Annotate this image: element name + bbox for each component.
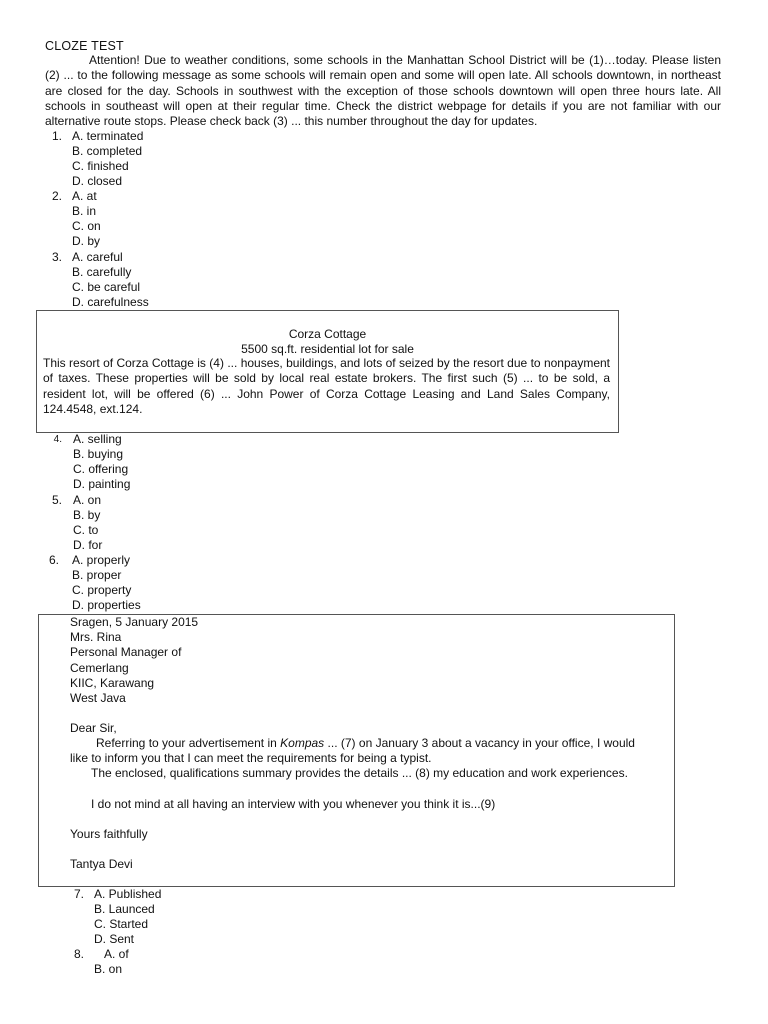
letter-address-line-2: West Java <box>70 691 126 705</box>
option-b: B. by <box>73 508 101 523</box>
option-a: A. at <box>72 189 97 203</box>
box-subtitle: 5500 sq.ft. residential lot for sale <box>241 342 414 357</box>
question-number: 1. <box>51 129 62 143</box>
box-heading <box>37 327 618 358</box>
letter-date: Sragen, 5 January 2015 <box>70 615 199 629</box>
option-a: A. on <box>73 493 102 507</box>
option-a: A. of <box>104 947 129 961</box>
passage-text: Attention! Due to weather conditions, some schools in the Manhattan School District will be (1)…today. Please listen (2) ... to the following message as some schools will remain open and some will open late. All schools downtown, in northeast are closed for the day. Schools in southwest with the exception of those schools downtown will open three hours late. All schools in southeast will open at their regular time. Check the district webpage for details if you are not familiar with our alternative route stops. Please check back (3) ... this number throughout the day for updates. <box>45 53 721 129</box>
option-d: D. for <box>73 538 103 553</box>
option-b: B. Launced <box>94 902 155 917</box>
option-d: D. Sent <box>94 932 135 947</box>
question-3 <box>51 250 149 310</box>
option-a: A. careful <box>72 250 123 264</box>
letter-recipient: Mrs. Rina <box>70 630 122 644</box>
question-8 <box>73 947 129 977</box>
option-b: B. in <box>72 204 97 219</box>
letter-paragraph-2: The enclosed, qualifications summary provides the details ... (8) my education and work experiences. <box>91 766 628 780</box>
box-title: Corza Cottage <box>288 327 367 341</box>
passage-school-announcement <box>45 53 721 129</box>
option-c: C. offering <box>73 462 129 477</box>
letter-position: Personal Manager of <box>70 645 182 659</box>
option-b: B. carefully <box>72 265 132 280</box>
letter-paragraph-1 <box>70 736 635 766</box>
newspaper-name: Kompas <box>280 736 325 750</box>
letter-closing: Yours faithfully <box>70 827 148 841</box>
option-b: B. on <box>94 962 123 977</box>
question-number: 5. <box>51 493 62 507</box>
question-number: 8. <box>73 947 84 961</box>
question-6 <box>48 553 141 613</box>
question-2 <box>51 189 101 249</box>
letter-signature: Tantya Devi <box>70 857 133 871</box>
box-body-text: This resort of Corza Cottage is (4) ... houses, buildings, and lots of seized by the resort due to nonpayment of taxes. These properties will be sold by local real estate brokers. The first such (5) ... to be sold, a resident lot, will be offered (6) ... John Power of Corza Cottage Leasing and Land Sales Company, 124.4548, ext.124. <box>43 356 610 417</box>
option-d: D. by <box>72 234 101 249</box>
question-5 <box>51 493 103 553</box>
question-4 <box>53 432 131 492</box>
option-c: C. on <box>72 219 101 234</box>
test-title: CLOZE TEST <box>45 39 124 53</box>
paragraph-1-text-end: ... (7) on January 3 about a vacancy in your office, I would like to inform you that I can meet the requirements for being a typist. <box>70 736 635 766</box>
question-number: 7. <box>73 887 84 901</box>
option-d: D. properties <box>72 598 141 613</box>
question-1 <box>51 129 144 189</box>
option-a: A. Published <box>94 887 162 901</box>
option-c: C. to <box>73 523 99 538</box>
application-letter-box <box>38 614 675 887</box>
option-c: C. finished <box>72 159 129 174</box>
paragraph-1-text-start: Referring to your advertisement in <box>96 736 281 750</box>
letter-address-line-1: KIIC, Karawang <box>70 676 155 690</box>
letter-salutation: Dear Sir, <box>70 721 117 735</box>
question-number: 4. <box>53 434 62 445</box>
option-c: C. property <box>72 583 132 598</box>
option-d: D. carefulness <box>72 295 149 310</box>
question-7 <box>73 887 162 947</box>
question-number: 3. <box>51 250 62 264</box>
option-d: D. painting <box>73 477 131 492</box>
letter-paragraph-3: I do not mind at all having an interview with you whenever you think it is...(9) <box>91 797 496 811</box>
option-a: A. selling <box>73 432 122 446</box>
option-a: A. properly <box>72 553 131 567</box>
letter-company: Cemerlang <box>70 661 129 675</box>
question-number: 2. <box>51 189 62 203</box>
option-c: C. Started <box>94 917 149 932</box>
option-b: B. buying <box>73 447 124 462</box>
corza-cottage-box <box>36 310 619 433</box>
option-d: D. closed <box>72 174 123 189</box>
option-c: C. be careful <box>72 280 141 295</box>
option-b: B. completed <box>72 144 143 159</box>
option-b: B. proper <box>72 568 122 583</box>
question-number: 6. <box>48 553 59 567</box>
option-a: A. terminated <box>72 129 144 143</box>
